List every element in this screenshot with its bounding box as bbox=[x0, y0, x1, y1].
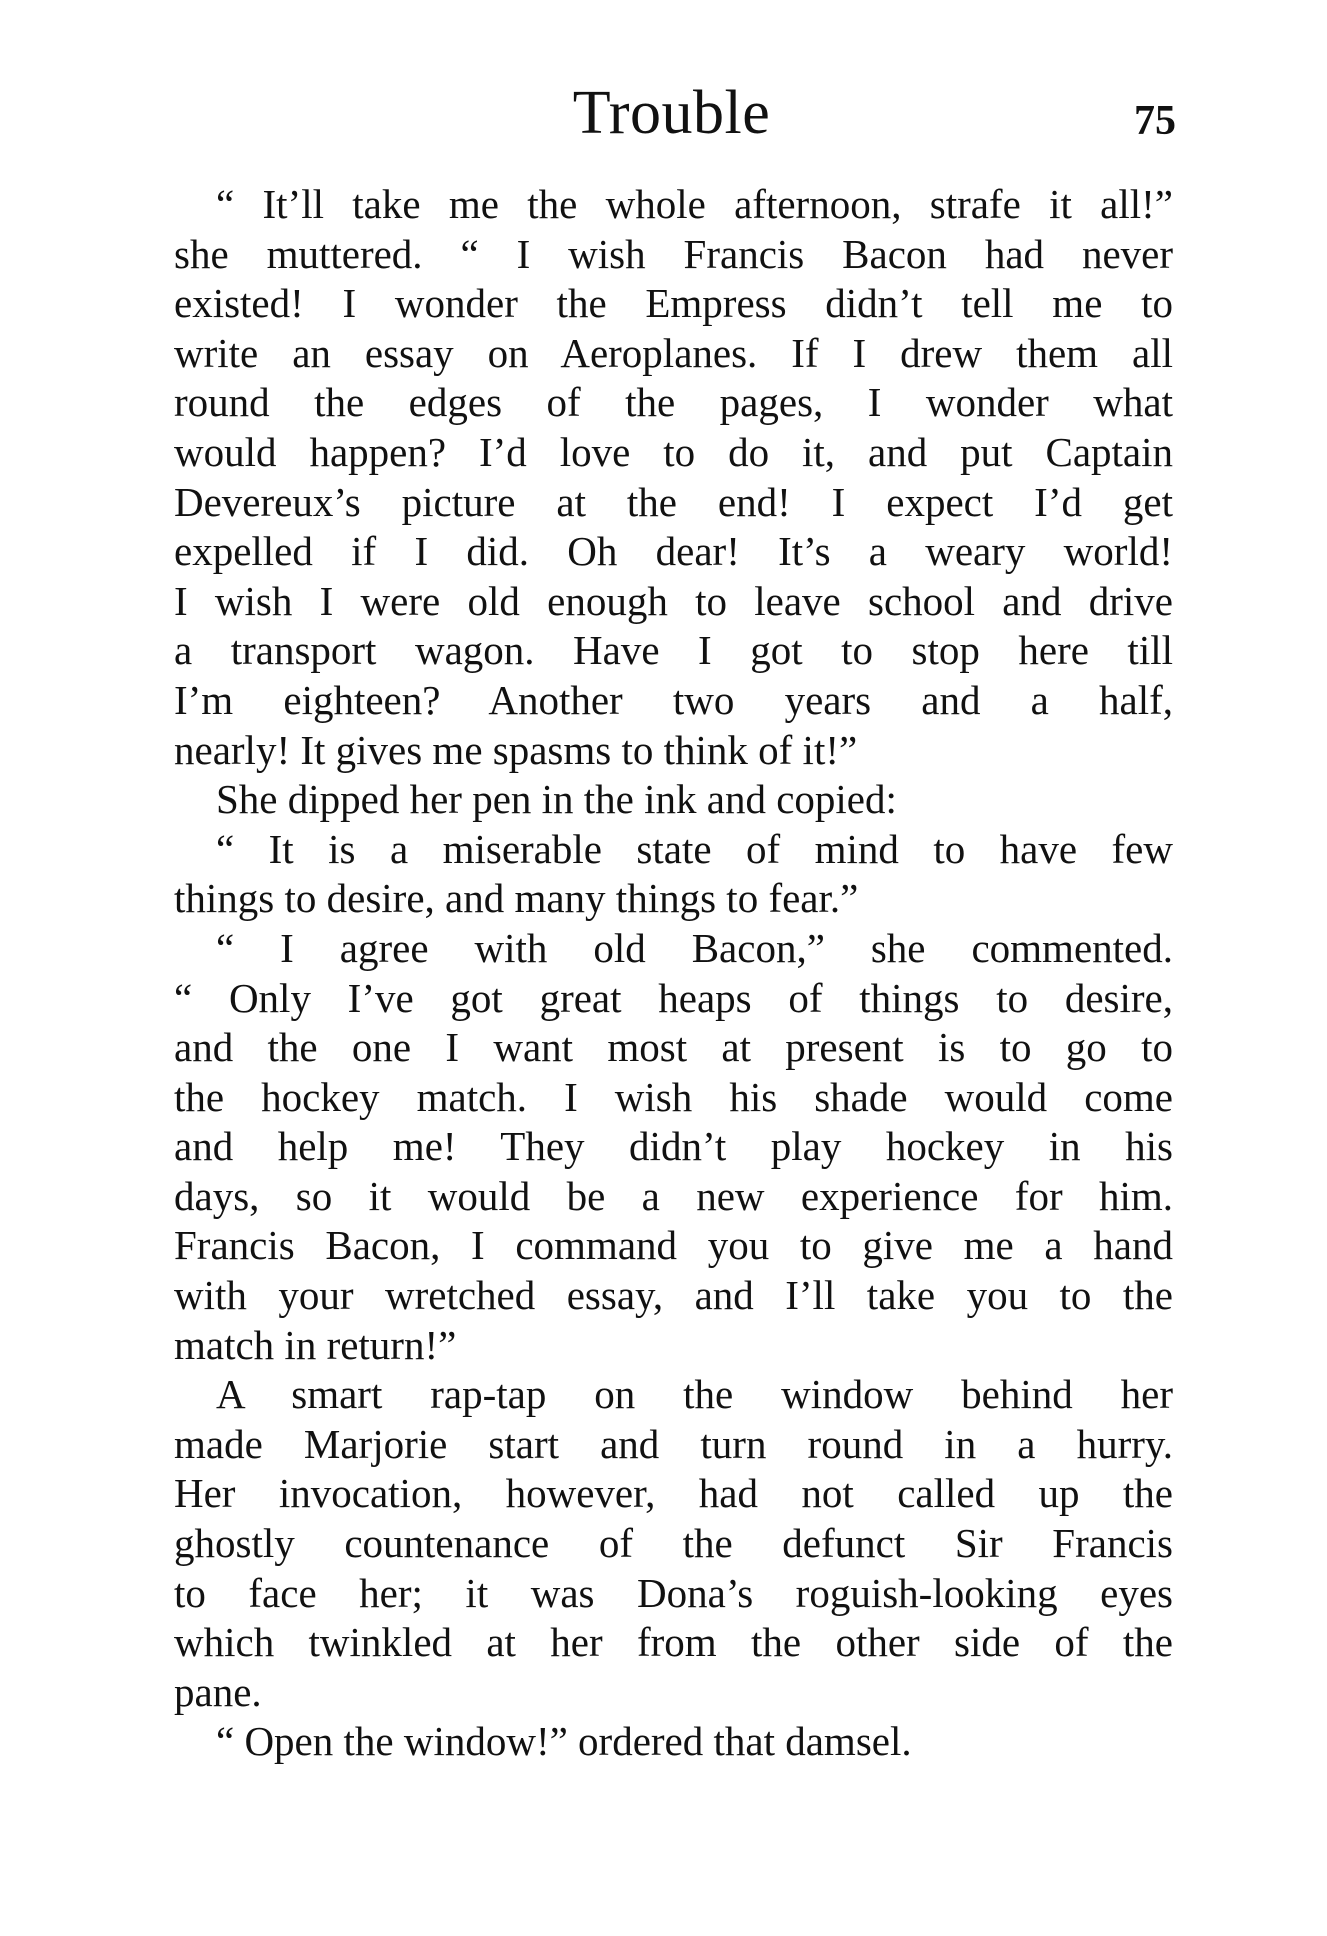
text-line: write an essay on Aeroplanes. If I drew them all bbox=[174, 329, 1173, 376]
text-line: “ Only I’ve got great heaps of things to desire, bbox=[174, 974, 1173, 1021]
text-line: I wish I were old enough to leave school and drive bbox=[174, 577, 1173, 624]
text-line: round the edges of the pages, I wonder what bbox=[174, 379, 1173, 426]
text-line: days, so it would be a new experience for him. bbox=[174, 1172, 1173, 1219]
text-line: pane. bbox=[174, 1668, 262, 1715]
text-line: “ I agree with old Bacon,” she commented. bbox=[216, 924, 1173, 971]
text-line: match in return!” bbox=[174, 1321, 457, 1368]
text-line: “ It is a miserable state of mind to have few bbox=[216, 825, 1173, 872]
text-line: nearly! It gives me spasms to think of it!” bbox=[174, 726, 858, 773]
text-line: and the one I want most at present is to go to bbox=[174, 1024, 1173, 1071]
text-line: with your wretched essay, and I’ll take you to the bbox=[174, 1272, 1173, 1319]
text-line: Devereux’s picture at the end! I expect I’d get bbox=[174, 478, 1173, 525]
text-line: things to desire, and many things to fear.” bbox=[174, 875, 859, 922]
text-line: “ Open the window!” ordered that damsel. bbox=[216, 1718, 912, 1765]
running-title: Trouble bbox=[572, 79, 771, 147]
text-line: expelled if I did. Oh dear! It’s a weary world! bbox=[174, 528, 1173, 575]
text-line: existed! I wonder the Empress didn’t tell me to bbox=[174, 280, 1173, 327]
page-header bbox=[0, 78, 1327, 158]
text-line: she muttered. “ I wish Francis Bacon had never bbox=[174, 230, 1173, 277]
text-line: the hockey match. I wish his shade would come bbox=[174, 1073, 1173, 1120]
text-line: would happen? I’d love to do it, and put Captain bbox=[174, 428, 1173, 475]
text-line: Her invocation, however, had not called up the bbox=[174, 1470, 1173, 1517]
text-line: I’m eighteen? Another two years and a half, bbox=[174, 676, 1173, 723]
text-line: to face her; it was Dona’s roguish-looking eyes bbox=[174, 1569, 1173, 1616]
page-number: 75 bbox=[1134, 98, 1176, 144]
text-line: a transport wagon. Have I got to stop here till bbox=[174, 627, 1173, 674]
text-line: and help me! They didn’t play hockey in his bbox=[174, 1123, 1173, 1170]
text-line: A smart rap-tap on the window behind her bbox=[216, 1371, 1173, 1418]
text-line: made Marjorie start and turn round in a hurry. bbox=[174, 1420, 1173, 1467]
text-line: She dipped her pen in the ink and copied: bbox=[216, 776, 897, 823]
text-line: Francis Bacon, I command you to give me a hand bbox=[174, 1222, 1173, 1269]
text-line: ghostly countenance of the defunct Sir Francis bbox=[174, 1520, 1173, 1567]
text-line: “ It’ll take me the whole afternoon, strafe it all!” bbox=[216, 181, 1173, 227]
text-line: which twinkled at her from the other side of the bbox=[174, 1619, 1173, 1666]
body-text bbox=[174, 180, 1173, 1767]
